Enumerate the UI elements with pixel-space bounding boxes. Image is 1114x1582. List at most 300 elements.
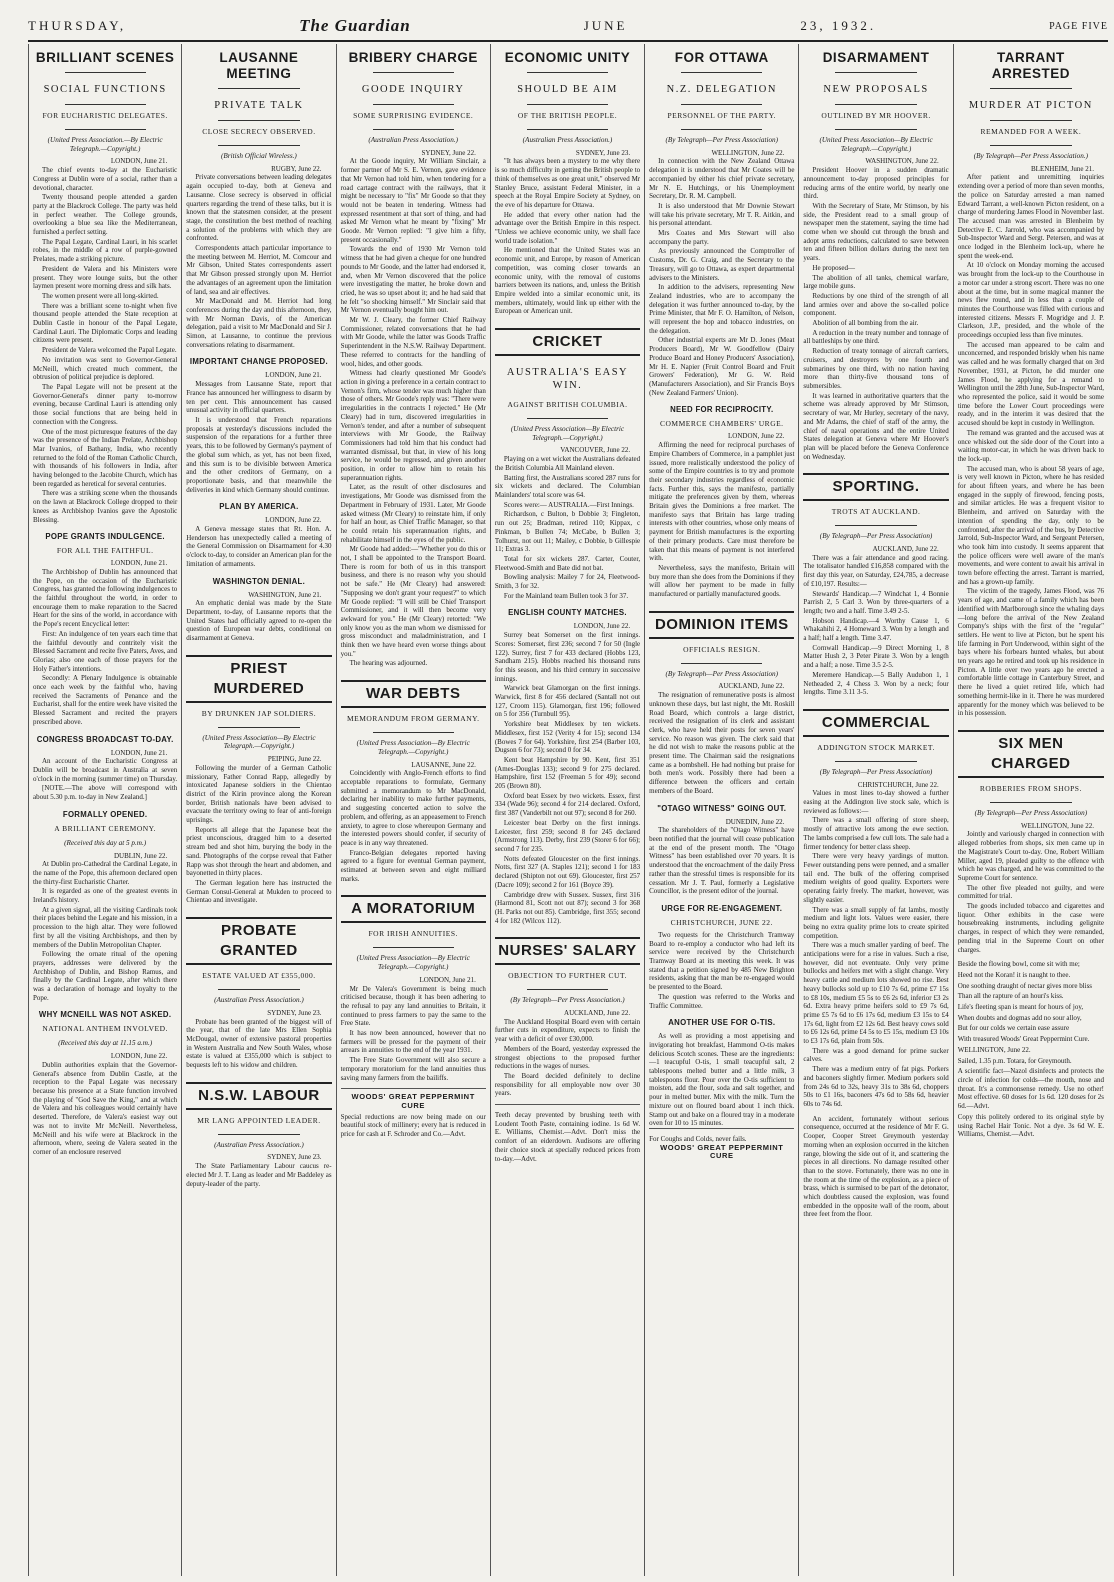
news-story bbox=[649, 50, 794, 397]
press-credit: (Received this day at 5 p.m.) bbox=[64, 838, 147, 847]
story-paragraph: In addition to the advisers, representing New Zealand industries, who are to accompany the delegation it was further announced to-day, by the Prime Minister, that Mr F. O. Hamilton, of Nelson, will represent the hop and tobacco industries, on the delegation. bbox=[649, 283, 795, 335]
subdeck-rule bbox=[373, 947, 454, 948]
story-headline: PROBATE GRANTED bbox=[186, 917, 331, 965]
story-subdeck: BY DRUNKEN JAP SOLDIERS. bbox=[201, 708, 317, 718]
story-paragraph: He proposed— bbox=[812, 263, 855, 272]
headline-rule bbox=[681, 72, 762, 73]
story-paragraph: Secondly: A Plenary Indulgence is obtainable once each week by the faithful who, having received the Sacraments of Penance and the Eucharist, shall for the entire week have visited the Blessed Sacrament and recited the prayers prescribed above. bbox=[33, 674, 178, 726]
masthead-date: 23, 1932. bbox=[800, 18, 877, 33]
story-paragraph: Other industrial experts are Mr D. Jones (Meat Producers Board), Mr W. Goodfellow (Dairy Produce Board and Honey Producers' Association), Mr H. E. Napier (Fruit Control Board and Fruit Growers' Federation), Mr G. W. Reid (Manufacturers Association), and Sir Francis Boys (New Zealand Farmers' Union). bbox=[649, 336, 795, 397]
story-headline: NURSES' SALARY bbox=[495, 937, 640, 965]
story-paragraph: Reductions by one third of the strength of all land armies over and above the so-called police component. bbox=[803, 291, 949, 318]
story-dateline: PEIPING, June 22. bbox=[267, 755, 322, 764]
headline-rule bbox=[527, 72, 608, 73]
story-paragraph: Members of the Board, yesterday expressed the strongest objections to the proposed further reductions in the wages of nurses. bbox=[494, 1044, 641, 1071]
story-paragraph: It is understood that French reparations proposals at yesterday's discussions included the suspension of the reparations for a further three years, this to be followed by Germany's payment of the global sum which, as yet, has not been fixed, and this sum is to be divisible between America and the other creditors of Germany, on a proportionate basis, and that meanwhile the deliveries in kind which Germany should continue. bbox=[186, 415, 332, 494]
story-paragraph: Richardson, c Bulton, b Dobbie 3; Fingleton, run out 25; Bradman, retired 110; Kippax, c Pinkman, b Bullen 74; McCabe, b Bullen 3; Tolhurst, not out 11; Mailey, c Dobbie, b Gillespie 11; Extras 3. bbox=[494, 510, 641, 554]
subdeck-rule bbox=[218, 145, 299, 146]
story-deck: NATIONAL ANTHEM INVOLVED. bbox=[42, 1024, 168, 1034]
story-paragraph: There were very heavy yardings of mutton. Fewer outstanding pens were penned, and a smaller tail end. The bulk of the offering comprised medium weights of good quality. Exporters were operating fairly freely. The market, however, was slightly easier. bbox=[803, 852, 949, 904]
story-headline: N.S.W. LABOUR bbox=[186, 1082, 331, 1110]
story-subdeck: AGAINST BRITISH COLUMBIA. bbox=[507, 400, 628, 410]
story-lead-paragraph: In connection with the New Zealand Ottawa delegation it is understood that Mr Coates will be accompanied by either his chief private secretary, Mr N. E. Hutchings, or his Unemployment Secretary, Dr. R. M. Campbell. bbox=[649, 157, 795, 201]
news-column bbox=[337, 44, 491, 1576]
story-dateline: SYDNEY, June 23. bbox=[267, 1153, 322, 1162]
deck-rule bbox=[681, 104, 762, 105]
story-paragraph: Oxford beat Essex by two wickets. Essex, first 334 (Wade 96); second 4 for 214 declared. Oxford, first 387 (Vanderbilt not out 97); second 8 for 260. bbox=[494, 791, 641, 818]
story-paragraph: For the Mainland team Bullen took 3 for 37. bbox=[503, 591, 629, 600]
news-story bbox=[495, 937, 640, 1098]
story-paragraph: The accused man appeared to be calm and unconcerned, and responded briskly when his name was called and he was formally charged that on 3rd November, 1931, at Picton, he did murder one James Flood, he applying for a remand to Wellington until the 28th June, Sub-Inspector Ward, who represented the police, said it would be some time before the Lower Court proceedings were ready, and in the interim it was desired that the accused should be kept in custody in Wellington. bbox=[957, 340, 1104, 428]
news-column bbox=[954, 44, 1108, 1576]
news-story bbox=[958, 730, 1104, 954]
short-item: Copy this politely ordered to its original style by using Rachel Hair Tonic. Not a dye. 3s 6d W. E. Williams, Chemist.—Advt. bbox=[957, 1112, 1104, 1139]
story-deck: A BRILLIANT CEREMONY. bbox=[54, 823, 156, 833]
ad-text: Special reductions are now being made on our beautiful stock of millinery; every hat is reduced in price for cash at F. Schroder and Co.—Advt. bbox=[340, 1112, 486, 1139]
story-paragraph: He mentioned that the United States was an economic unit, and Europe, by reason of American competition, was coming closer towards an economic unity, with the removal of customs barriers between its nations, and, unless the British Empire welded into a similar economic unit, its members, ultimately, would link up either with the European or American unit. bbox=[494, 246, 641, 316]
story-lead-paragraph: The Archbishop of Dublin has announced that the Pope, on the occasion of the Eucharistic Congress, has granted the following indulgences to the faithful throughout the world, in order to encourage them to make reparation to the Sacred Heart for the sins of the world, in accordance with the Pope's recent Encyclical letter: bbox=[33, 567, 178, 629]
story-paragraph: Mr MacDonald and M. Herriot had long conferences during the day and this afternoon, they, with Mr Norman Davis, of the American delegation, paid a visit to Mr MacDonald and Sir J. Simon, at Lausanne, to continue the previous conversations relating to disarmament. bbox=[186, 297, 332, 349]
deck-rule bbox=[218, 120, 299, 121]
story-paragraph: No invitation was sent to Governor-General McNeill, which created much comment, the obtrusion of political prejudice is deplored. bbox=[33, 355, 178, 382]
story-paragraph: Bowling analysis: Mailey 7 for 24, Fleetwood-Smith, 3 for 32. bbox=[494, 573, 641, 591]
news-story bbox=[341, 895, 486, 1082]
story-paragraph: Later, as the result of other disclosures and investigations, Mr Goode was dismissed from the Department in February of 1931. Later, Mr Goode asked witness (Mr Cleary) to reinstate him, if only for half an hour, as Chief Traffic Manager, so that he could retain his superannuation rights, and rehabilitate himself in the eyes of the public. bbox=[340, 483, 486, 544]
ad-caption: WOODS' GREAT PEPPERMINT CURE bbox=[660, 1142, 784, 1161]
story-dateline: SYDNEY, June 22. bbox=[421, 148, 476, 157]
press-credit: (Received this day at 11.15 a.m.) bbox=[58, 1039, 153, 1048]
story-dateline: LONDON, June 22. bbox=[265, 516, 322, 525]
subdeck-rule bbox=[527, 129, 608, 130]
news-story bbox=[186, 357, 331, 494]
story-paragraph: President de Valera and his Ministers were present. They wore lounge suits, but the other laymen present wore morning dress and silk hats. bbox=[33, 264, 178, 291]
news-story bbox=[186, 1082, 331, 1189]
story-headline: URGE FOR RE-ENGAGEMENT. bbox=[661, 903, 783, 913]
advertisement bbox=[495, 1104, 640, 1163]
masthead bbox=[28, 12, 1108, 42]
story-paragraph: Meremere Handicap.—5 Bally Audubon 1, 1 Netheaded 2, 4 Chess 3. Won by a neck; four lengths. Time 3.11 3-5. bbox=[803, 670, 949, 697]
story-headline: TARRANT ARRESTED bbox=[991, 50, 1070, 81]
news-story bbox=[33, 810, 177, 1003]
story-headline: ENGLISH COUNTY MATCHES. bbox=[508, 608, 627, 618]
press-credit: (United Press Association—By Electric Telegraph.—Copyright.) bbox=[356, 954, 470, 972]
story-dateline: RUGBY, June 22. bbox=[271, 164, 322, 173]
headline-rule bbox=[65, 72, 146, 73]
story-paragraph: There was a good demand for prime sucker calves. bbox=[803, 1046, 949, 1064]
story-paragraph: The abolition of all tanks, chemical warfare, large mobile guns. bbox=[803, 273, 949, 291]
story-deck: COMMERCE CHAMBERS' URGE. bbox=[659, 419, 784, 429]
story-headline: A MORATORIUM bbox=[341, 895, 486, 923]
story-headline: DISARMAMENT bbox=[822, 50, 930, 65]
deck-rule bbox=[373, 104, 454, 105]
subdeck-rule bbox=[990, 145, 1072, 146]
story-dateline: WASHINGTON, June 22. bbox=[865, 157, 939, 166]
story-paragraph: Following the ornate ritual of the opening prayers, addresses were delivered by the Archbishop of Dublin, and Bishop Ramus, and finally by the Cardinal Legate, after which there was a declaration of homage and loyalty to the Pope. bbox=[33, 950, 178, 1002]
subdeck-rule bbox=[527, 418, 608, 419]
story-paragraph: Reports all allege that the Japanese beat the priest unconscious, dragged him to a deserted stream bed and shot him, burying the body in the sand. Photographs of the corpse reveal that Father Rapp was shot through the heart and abdomen, and bayonetted in thirty places. bbox=[186, 825, 332, 878]
subdeck-rule bbox=[681, 129, 762, 130]
story-dateline: WASHINGTON, June 21. bbox=[248, 590, 322, 599]
story-paragraph: Notts defeated Gloucester on the first innings. Notts, first 327 (A. Staples 121); second 1 for 183 declared (Shipton not out 69). Gloucester, first 257 (Dacre 109); second 2 for 161 (Boyce 39). bbox=[494, 854, 641, 889]
story-lead-paragraph: Jointly and variously charged in connection with alleged robberies from shops, six men came up in the Magistrate's Court to-day. One, Robert William Miller, aged 19, pleaded guilty to the offence with which he was charged, and he was committed to the Supreme Court for sentence. bbox=[957, 830, 1104, 882]
press-credit: (United Press Association—By Electric Telegraph.—Copyright.) bbox=[202, 733, 316, 751]
press-credit: (Australian Press Association.) bbox=[368, 136, 459, 144]
story-dateline: BLENHEIM, June 21. bbox=[1031, 164, 1094, 173]
masthead-paper-title: The Guardian bbox=[299, 16, 411, 35]
press-credit: (By Telegraph—Per Press Association.) bbox=[973, 152, 1089, 160]
story-headline: ECONOMIC UNITY bbox=[504, 50, 631, 65]
story-paragraph: There was a brilliant scene to-night when five thousand people attended the State reception at Dublin Castle in honour of the Papal Legate, Cardinal Lauri. The Diplomatic Corps and leading citizens were present. bbox=[33, 301, 178, 345]
story-dateline: LONDON, June 22. bbox=[573, 622, 631, 631]
news-story bbox=[341, 680, 486, 883]
story-headline: PRIEST MURDERED bbox=[186, 655, 331, 703]
story-paragraph: It is also understood that Mr Downie Stewart will take his private secretary, Mr T. R. Aitkin, and his personal attendant. bbox=[649, 201, 795, 228]
story-subdeck: MR LANG APPOINTED LEADER. bbox=[197, 1115, 321, 1125]
story-paragraph: The Papal Legate, Cardinal Lauri, in his scarlet robes, in the middle of a row of purple-gowned Prelates, made a striking picture. bbox=[33, 237, 178, 264]
deck-rule bbox=[65, 104, 146, 105]
story-deck: FOR ALL THE FAITHFUL. bbox=[56, 546, 154, 556]
story-subdeck: ROBBERIES FROM SHOPS. bbox=[979, 784, 1082, 793]
story-headline: WAR DEBTS bbox=[341, 680, 486, 708]
story-paragraph: There was a medium entry of fat pigs. Porkers and baconers slightly firmer. Medium porkers sold from 24s 6d to 32s, heavy 31s to 38s 6d, choppers 50s to £1 16s, baconers 47s 6d to 58s 6d, heavier 60s to 74s 6d. bbox=[803, 1065, 949, 1108]
deck-rule bbox=[527, 104, 608, 105]
story-lead-paragraph: The State Parliamentary Labour caucus re-elected Mr J. T. Lang as leader and Mr Baddeley as deputy-leader of the party. bbox=[186, 1162, 332, 1188]
masthead-page-number: PAGE FIVE bbox=[1049, 20, 1108, 32]
story-dateline: AUCKLAND, June 22. bbox=[718, 682, 785, 691]
story-deck: SHOULD BE AIM bbox=[517, 84, 618, 95]
story-paragraph: As previously announced the Comptroller of Customs, Dr. G. Craig, and the Secretary to the Treasury, will go to Ottawa, as expert departmental advisers to the Ministers. bbox=[649, 247, 795, 282]
press-credit: (By Telegraph—Per Press Association) bbox=[665, 669, 779, 678]
deck-rule bbox=[990, 120, 1072, 121]
story-lead-paragraph: After patient and unremitting inquiries extending over a period of more than seven months, the police on Saturday arrested a man named Edward Tarrant, a well-known Picton resident, on a charge of murdering James Flood in November last. The accused man was arrested in Blenheim by Detective E. C. Jarrold, who was accompanied by Sub-Inspector Ward and Sergt. Petersen, and was at once lodged in the Blenheim lock-up, where he spent the week-end. bbox=[957, 173, 1104, 260]
news-column bbox=[645, 44, 799, 1576]
story-lead-paragraph: At the Goode inquiry, Mr William Sinclair, a former partner of Mr S. E. Vernon, gave evidence that Mr Vernon had told him, when tendering for a road cartage contract with the railways, that it might be necessary to "fix" Mr Goode so that they would not be beaten in tendering. Witness had expressed resentment at that sort of thing, and had asked Mr Vernon what he meant by "fixing" Mr Goode. Mr Vernon replied: "I give him a fifty, present occasionally." bbox=[340, 157, 486, 244]
story-paragraph: Cambridge drew with Sussex. Sussex, first 316 (Harmond 81, Scott not out 87); second 3 for 368 (H. Parks not out 85). Cambridge, first 355; second 4 for 182 (Wilcox 112). bbox=[494, 890, 641, 925]
story-lead-paragraph: An account of the Eucharistic Congress at Dublin will be broadcast in Australia at seven o'clock in the morning (summer time) on Thursday. bbox=[33, 757, 178, 783]
news-story bbox=[495, 608, 640, 925]
story-lead-paragraph: Following the murder of a German Catholic missionary, Father Conrad Rapp, allegedly by intoxicated Japanese soldiers in the Chientao district of the Kirin province along the Korean border, British nationals have been advised to evacuate the territory owing to fear of anti-foreign uprisings. bbox=[186, 763, 332, 825]
story-lead-paragraph: At Dublin pro-Cathedral the Cardinal Legate, in the name of the Pope, this afternoon declared open the thirty-first Eucharistic Charter. bbox=[33, 860, 178, 886]
story-paragraph: The remand was granted and the accused was at once whisked out the side door of the Court into a waiting motor-car, in which he was driven back to the lock-up. bbox=[957, 428, 1104, 463]
short-item: WELLINGTON, June 22. bbox=[957, 1045, 1031, 1054]
news-story bbox=[803, 50, 948, 461]
news-story bbox=[649, 904, 794, 1010]
short-item: With treasured Woods' Great Peppermint Cure. bbox=[957, 1035, 1090, 1044]
story-deck: SOCIAL FUNCTIONS bbox=[43, 84, 167, 95]
story-paragraph: The victim of the tragedy, James Flood, was 76 years of age, and came of a family which has been identified with Marlborough since the whaling days—long before the arrival of the New Zealand Company's ships with the first of the "regular" settlers. He went to live at Picton, but he spent his life farming in Port Underwood, within sight of the bays where his forbears hunted whales, but about ten years ago he retired and took up his residence in Picton. A little over two years ago he erected a comfortable little cottage in Canterbury Street, and there he lived a quiet retired life, which had something hermit-like in it. There he was murdered apparently for the money which was believed to be in his possession. bbox=[957, 587, 1104, 718]
advertisement bbox=[649, 1128, 794, 1161]
story-dateline: LAUSANNE, June 22. bbox=[411, 760, 476, 769]
story-subdeck: ESTATE VALUED AT £355,000. bbox=[202, 971, 316, 981]
story-headline: ANOTHER USE FOR O-TIS. bbox=[668, 1018, 776, 1028]
subdeck-rule bbox=[835, 761, 916, 762]
story-paragraph: Cornwall Handicap.—9 Direct Morning 1, 8 Matter Hush 2, 3 Peter Pirate 3. Won by a length and a half; a nose. Time 3.5 2-5. bbox=[803, 643, 949, 670]
subdeck-rule bbox=[65, 129, 146, 130]
story-paragraph: President de Valera welcomed the Papal Legate. bbox=[42, 346, 177, 355]
story-paragraph: The Board decided definitely to decline responsibility for all employable now over 30 years. bbox=[494, 1071, 641, 1098]
story-headline: WHY MCNEILL WAS NOT ASKED. bbox=[38, 1010, 172, 1020]
press-credit: (By Telegraph—Per Press Association) bbox=[974, 809, 1088, 817]
subdeck-rule bbox=[373, 732, 454, 733]
story-headline: LAUSANNE MEETING bbox=[219, 50, 299, 81]
story-lead-paragraph: Mr De Valera's Government is being much criticised because, though it has been adhering to the refusal to pay any land annuities to Britain, it continued to press farmers to pay the same to the Free State. bbox=[340, 984, 486, 1028]
story-paragraph: First: An indulgence of ten years each time that the faithful devoutly and contritely visit the Blessed Sacrament and recite five Paters, Aves, and Glorias; also one each of those prayers for the Holy Father's intentions. bbox=[33, 629, 178, 673]
news-story bbox=[649, 804, 794, 896]
story-headline: SIX MEN CHARGED bbox=[958, 730, 1104, 778]
story-dateline: LONDON, June 21. bbox=[110, 748, 168, 757]
story-headline: "OTAGO WITNESS" GOING OUT. bbox=[657, 803, 787, 813]
story-lead-paragraph: Surrey beat Somerset on the first innings. Scores: Somerset, first 236; second 7 for 50 (Ingle 122). Surrey, first 7 for 433 declared (Hobbs 123, Sandham 215). Hobbs reached his thousand runs for this season, and his third century in successive innings. bbox=[494, 631, 641, 683]
news-column bbox=[491, 44, 645, 1576]
subdeck-rule bbox=[218, 989, 299, 990]
story-paragraph: There was a much smaller yarding of beef. The anticipations were for a rise in values. Such a rise, however, did not eventuate. Only very prime bullocks and heifers met with a slight change. Very heavy cattle and medium lots showed no rise. Best heavy bullocks sold up to £10 7s 6d, prime £7 15s to £8 10s, medium £5 5s to £6 2s 6d, inferior £3 2s 6d. Extra heavy prime heifers sold to £9 7s 6d, prime £5 7s 6d to £6 17s 6d, medium £3 15s to £4 17s 6d, light from £2 12s 6d. Best heavy cows sold to £6 12s 6d, prime £4 5s to £5 15s, medium £3 10s to £3 17s 6d, plain from 50s. bbox=[803, 941, 949, 1046]
press-credit: (By Telegraph—Per Press Association) bbox=[665, 136, 779, 144]
short-item: Than all the rapture of an houri's kiss. bbox=[957, 992, 1064, 1001]
news-story bbox=[33, 532, 177, 726]
press-credit: (By Telegraph—Per Press Association) bbox=[819, 767, 933, 776]
news-story bbox=[958, 50, 1104, 718]
story-paragraph: It was learned in authoritative quarters that the scheme was already approved by Mr Stimson, secretary of war, Mr Hurley, secretary of the navy, and Mr Adams, the chief of staff of the army, the chief of naval operations and the entire United States delegation at Geneva where Mr Hoover's plan will be placed before the Geneva Conference on Wednesday. bbox=[803, 391, 949, 461]
story-paragraph: At a given signal, all the visiting Cardinals took their places behind the Legate and his mission, in a procession to the high altar. They were followed first by all the visiting Archbishops, and then by members of the Dublin Metropolitan Chapter. bbox=[33, 905, 178, 949]
masthead-weekday: THURSDAY, bbox=[28, 18, 127, 33]
story-subdeck: SOME SURPRISING EVIDENCE. bbox=[353, 111, 474, 120]
subdeck-rule bbox=[990, 802, 1072, 803]
ad-text: For Coughs and Colds, never fails. bbox=[649, 1134, 747, 1143]
story-lead-paragraph: A Geneva message states that Rt. Hon. A. Henderson has unexpectedly called a meeting of the General Commission on Disarmament for 4.30 o'clock to-day, to consider an American plan for the limitation of armaments. bbox=[186, 525, 332, 568]
story-dateline: LONDON, June 22. bbox=[728, 432, 785, 441]
story-dateline: LONDON, June 21. bbox=[419, 975, 476, 984]
headline-rule bbox=[373, 72, 454, 73]
story-paragraph: A reduction in the treaty number and tonnage of all battleships by one third. bbox=[803, 328, 949, 346]
story-lead-paragraph: The Auckland Hospital Board even with certain further cuts in expenditure, expects to finish the year with a deficit of over £30,000. bbox=[494, 1017, 641, 1044]
story-headline: CONGRESS BROADCAST TO-DAY. bbox=[36, 734, 174, 744]
story-lead-paragraph: As well as providing a most appetising and invigorating hot breakfast, Hammond O-tis makes delicious Scotch scones. These are the ingredients:—1 teacupful O-tis, 1 small teacupful salt, 2 tablespoons melted butter and a little milk, 3 tablespoons flour. Pour over the O-tis sufficient to moisten, add the flour, soda and salt together, and pour in melted butter. Mix with the milk. Turn the mixture out on floured board about 1 inch thick. Stamp out and bake on a floured tray in a moderate oven for 10 to 15 minutes. bbox=[649, 1032, 795, 1128]
subdeck-rule bbox=[218, 1134, 299, 1135]
subdeck-rule bbox=[681, 663, 762, 664]
story-headline: SPORTING. bbox=[803, 473, 948, 501]
story-lead-paragraph: President Hoover in a sudden dramatic announcement to-day proposed principles for reducing arms of the entire world, by nearly one third. bbox=[803, 166, 949, 201]
story-lead-paragraph: An accident, fortunately without serious consequence, occurred at the residence of Mr F. G. Cooper, Cooper Street Greymouth yesterday morning when an explosion occurred in the kitchen range, blowing the side out of it, and scattering the pieces in all directions. No damage resulted other than to the stove. Fortunately, there was no one in the room at the time of the explosion, as a piece of brass, which is surmised to be part of the detonator, which doubtless caused the explosion, was found embedded in the opposite wall of the room, about three feet from the floor. bbox=[803, 1114, 949, 1219]
story-lead-paragraph: Values in most lines to-day showed a further easing at the Addington live stock sale, which is reviewed as follows:— bbox=[803, 789, 949, 815]
press-credit: (By Telegraph—Per Press Association.) bbox=[510, 996, 625, 1005]
story-paragraph: Batting first, the Australians scored 287 runs for six wickets and declared. The Columbian Mainlanders' total score was 64. bbox=[494, 473, 641, 499]
story-paragraph: Mr Goode had added:—"Whether you do this or not, I shall be appointed to the Transport Board. There is room for both of us in this transport business, and there is no reason why you should not be safe." He (Mr Cleary) had answered: "Supposing we don't grant your request?" to which Mr Goode replied: "I will still be Chief Transport Commissioner, and it will then become very awkward for you." He (Mr Cleary) retorted: "We only know you as the man whom we dismissed for gross misconduct and maladministration, and I think then we have heard even worse things about you." bbox=[340, 545, 486, 658]
story-paragraph: Franco-Belgian delegates reported having agreed to a figure for eventual German payment, estimated at between seven and eight milliard marks. bbox=[340, 848, 486, 883]
story-deck: MURDER AT PICTON bbox=[968, 100, 1093, 111]
story-paragraph: Towards the end of 1930 Mr Vernon told witness that he had given a cheque for one hundred pounds to Mr Goode, and the latter had endorsed it, and, when Mr Vernon discovered that the police were investigating the matter, he broke down and cried, he was so upset about it; and he had said that he felt "so shocking himself." Mr Sinclair said that Mr Vernon eventually bought him out. bbox=[340, 245, 486, 315]
story-headline: FOR OTTAWA bbox=[674, 50, 769, 65]
subdeck-rule bbox=[218, 727, 299, 728]
story-lead-paragraph: Two requests for the Christchurch Tramway Board to re-employ a conductor who had left its service were received by the Christchurch Tramway Board at its meeting this week. It was stated that a petition signed by 485 New Brighton residents, asking that the man be re-engaged would be presented to the Board. bbox=[649, 930, 795, 992]
story-paragraph: Total for six wickets 287. Carter, Couter, Fleetwood-Smith and Bate did not bat. bbox=[494, 554, 641, 572]
story-paragraph: The other five pleaded not guilty, and were committed for trial. bbox=[957, 883, 1104, 901]
news-story bbox=[186, 502, 331, 568]
subdeck-rule bbox=[835, 129, 916, 130]
story-subdeck: TROTS AT AUCKLAND. bbox=[831, 507, 921, 517]
story-subdeck: MEMORANDUM FROM GERMANY. bbox=[346, 714, 480, 724]
short-item: Beside the flowing bowl, come sit with me; bbox=[957, 960, 1080, 969]
press-credit: (United Press Association—By Electric Telegraph.—Copyright.) bbox=[510, 425, 625, 442]
story-deck: NEW PROPOSALS bbox=[823, 84, 929, 95]
news-columns bbox=[28, 44, 1108, 1576]
story-lead-paragraph: Probate has been granted of the biggest will of the year, that of the late Mrs Ellen Sophia McDougal, owner of extensive pastoral properties in Western Australia and New South Wales, whose estate is valued at £355,000 which is subject to bequests left to his widow and children. bbox=[186, 1017, 332, 1070]
story-lead-paragraph: Affirming the need for reciprocal purchases of Empire Chambers of Commerce, in a pamphlet just issued, more realistically understood the policy of some of the Empire countries is to try and promote their secondary industries regardless of economic facts. Further this, says the manifesto, partially mitigate the preferences given by them, whereas Britain gives the Dominions a free market. The manifesto says that Britain has large trading interests with other countries, whose only means of payment for British manufactures is the exporting of their primary products. Care must therefore be taken that this means of payment is not interfered with. bbox=[649, 441, 795, 563]
story-subdeck: OFFICIALS RESIGN. bbox=[683, 644, 761, 654]
story-lead-paragraph: The shareholders of the "Otago Witness" have been notified that the journal will cease publication at the end of the present month. The "Otago Witness" has been established over 70 years. It is understood that the encroachment of the daily Press rather than the stressful times is responsible for its cessation. Mr J. T. Paul, formerly a Legislative Councillor, is the present editor of the journal. bbox=[649, 826, 795, 896]
story-headline: WASHINGTON DENIAL. bbox=[212, 576, 306, 586]
story-dateline: WELLINGTON, June 22. bbox=[1021, 821, 1094, 830]
story-subdeck: CLOSE SECRECY OBSERVED. bbox=[202, 127, 316, 136]
story-paragraph: The hearing was adjourned. bbox=[349, 659, 428, 668]
story-paragraph: He added that every other nation had the advantage over the British Empire in this respect. "Unless we achieve economic unity, we shall face world trade isolation." bbox=[494, 210, 641, 245]
story-paragraph: Mrs Coates and Mrs Stewart will also accompany the party. bbox=[649, 229, 795, 246]
story-paragraph: At 10 o'clock on Monday morning the accused was brought from the lock-up to the Courthouse in a motor car under a strong escort. There was no one about at the time, but in some magical manner the news flew round, and in less than a couple of minutes the Courthouse was filled with curious and interested citizens. Messrs F. Mogridge and J. P. Clarkson, J.P., presided, and the whole of the proceedings occupied less than five minutes. bbox=[957, 261, 1104, 340]
news-story bbox=[186, 577, 331, 643]
story-headline: PLAN BY AMERICA. bbox=[219, 502, 299, 512]
story-lead-paragraph: Messages from Lausanne State, report that France has announced her willingness to disarm by ten per cent. This announcement has caused unusual activity in official quarters. bbox=[186, 380, 332, 415]
short-item: Heed not the Koran! it is naught to thee. bbox=[957, 970, 1071, 979]
story-paragraph: Mr W. J. Cleary, the former Chief Railway Commissioner, related conversations that he had with Mr Goode, while the latter was Goods Traffic Superintendent in the N.S.W. Railway Department. These referred to contracts for the handling of wool, hides, and other goods. bbox=[340, 316, 486, 368]
short-items bbox=[958, 960, 1104, 1139]
news-story bbox=[33, 1010, 177, 1156]
press-credit: (By Telegraph—Per Press Association) bbox=[819, 532, 933, 541]
story-paragraph: The goods included tobacco and cigarettes and liquor. Other exhibits in the case were housebreaking instruments, including gelignite charges, in respect of which they were remanded, pending trial in the Supreme Court on other charges. bbox=[957, 902, 1104, 954]
story-dateline: WELLINGTON, June 22. bbox=[711, 148, 785, 157]
story-paragraph: Leicester beat Derby on the first innings. Leicester, first 259; second 8 for 245 declared (Armstrong 113). Derby, first 239 (Storer 6 for 66); second 7 for 235. bbox=[494, 818, 641, 853]
story-paragraph: Warwick beat Glamorgan on the first innings. Warwick, first 8 for 456 declared (Santall not out 127, Croom 115). Glamorgan, first 196; followed on 5 for 356 (Turnbull 95). bbox=[494, 684, 641, 719]
story-paragraph: Scores were:— AUSTRALIA.—First Innings. bbox=[503, 500, 634, 509]
news-story bbox=[33, 50, 177, 524]
story-paragraph: Witness had clearly questioned Mr Goode's action in giving a preference in a certain contract to Vernon's firm, whose tender was much higher than those of others. Mr Goode's reply was: "There were irregularities in the contracts I rejected." He (Mr Cleary) had in turn, discovered irregularities in Vernon's tender, and after a number of subsequent interviews with Mr Goode, the Railway Commissioners had told him that his conduct had warranted dismissal, but that, in view of his long service, he would be regressed, and given another position, in order to allow him to retain his superannuation rights. bbox=[340, 369, 486, 482]
story-dateline: CHRISTCHURCH, June 22. bbox=[857, 780, 939, 789]
story-paragraph: Yorkshire beat Middlesex by ten wickets. Middlesex, first 152 (Verity 4 for 15); second 134 (Bowes 7 for 64). Yorkshire, first 254 (Barber 103, Dugson 6 for 73); second 0 for 34. bbox=[494, 720, 641, 755]
story-subdeck: OUTLINED BY MR HOOVER. bbox=[821, 111, 931, 120]
news-story bbox=[803, 1115, 948, 1219]
press-credit: (United Press Association.—By Electric Telegraph.—Copyright.) bbox=[47, 136, 163, 153]
story-deck: GOODE INQUIRY bbox=[361, 84, 465, 95]
short-item: A scientific fact—Nazol disinfects and protects the circle of infection for colds—the mouth, nose and throat. It's a commonsense remedy. Use no other! Most effective. 60 doses for 1s 6d. 120 doses for 2s 6d.—Advt. bbox=[957, 1067, 1104, 1111]
story-paragraph: There was a striking scene when the thousands on the lawn at Blackrock College dropped to their knees as Archbishop Ivanios gave the Apostolic Blessing. bbox=[33, 489, 178, 524]
story-paragraph: The accused man, who is about 58 years of age, is very well known in Picton, where he has resided for about fifteen years, and where he has been engaged in the supply of firewood, fencing posts, and similar articles. He was a frequent visitor to Blenheim, and arrived on Saturday with the intention of spending the day, only to be confronted, after the arrival of the bus, by Detective Jarrold, Sub-Inspector Ward, and Sergeant Petersen, who took him into custody. It seems apparent that the police officers were well aware of the man's movements, and were content to await his arrival in town before effecting the arrest. Tarrant is married, and has a grown-up family. bbox=[957, 464, 1104, 586]
story-paragraph: The question was referred to the Works and Traffic Committee. bbox=[649, 992, 795, 1010]
story-subdeck: ADDINGTON STOCK MARKET. bbox=[817, 742, 935, 752]
story-headline: BRIBERY CHARGE bbox=[348, 50, 478, 65]
news-column bbox=[799, 44, 953, 1576]
story-lead-paragraph: "It has always been a mystery to me why there is so much difficulty in getting the British people to think of themselves as one great unit," observed Mr Stanley Bruce, assistant Federal Minister, in a speech at the Royal Empire Society at Sydney, on the eve of his departure for Ottawa. bbox=[494, 157, 641, 209]
story-subdeck: FOR EUCHARISTIC DELEGATES. bbox=[42, 111, 168, 120]
news-story bbox=[803, 709, 948, 1109]
press-credit: (Australian Press Association.) bbox=[214, 996, 304, 1005]
story-lead-paragraph: The chief events to-day at the Eucharistic Congress at Dublin were of a social, rather than a devotional, character. bbox=[33, 166, 178, 192]
headline-rule bbox=[990, 88, 1072, 89]
advertisement bbox=[341, 1088, 486, 1139]
subdeck-rule bbox=[373, 129, 454, 130]
story-paragraph: Nevertheless, says the manifesto, Britain will buy more than she does from the Dominions if they will allow her payment to be made in fully manufactured or partially manufactured goods. bbox=[649, 563, 795, 599]
story-paragraph: Hobson Handicap.—4 Worthy Cause 1, 6 Whakahihi 2, 4 Homeward 3. Won by a length and a half; half a length. Time 3.47. bbox=[803, 616, 949, 643]
story-paragraph: Twenty thousand people attended a garden party at the Blackrock College. The party was held in perfect weather. The College grounds, overlooking a blue sea like the Mediterranean, furnished a perfect setting. bbox=[33, 193, 178, 237]
news-story bbox=[186, 655, 331, 905]
story-paragraph: The women present were all long-skirted. bbox=[42, 291, 159, 300]
press-credit: (United Press Association—By Electric Telegraph.—Copyright.) bbox=[356, 739, 470, 756]
masthead-month: JUNE bbox=[583, 18, 628, 33]
ad-text: Teeth decay prevented by brushing teeth with Loudent Tooth Paste, containing iodine. 1s 6d W. E. Williams, Chemist.—Advt. Don't miss the comfort of an eiderdown. Audisons are offering their choice stock at specially reduced prices from to-day.—Advt. bbox=[494, 1111, 641, 1163]
story-subdeck: REMANDED FOR A WEEK. bbox=[980, 127, 1082, 136]
deck-rule bbox=[835, 104, 916, 105]
story-paragraph: Correspondents attach particular importance to the meeting between M. Herriot, M. Comcour and Mr Gibson, United States correspondents assert that Mr Gibson pressed strongly upon M. Herriot the advantages of an agreement upon the limitation of land, sea and air effectives. bbox=[186, 244, 332, 296]
news-story bbox=[495, 328, 640, 600]
short-item: Sailed, 1.35 p.m. Totara, for Greymouth. bbox=[957, 1056, 1072, 1065]
story-dateline: LONDON, June 22. bbox=[110, 1052, 168, 1061]
story-subdeck: PERSONNEL OF THE PARTY. bbox=[667, 111, 777, 120]
story-paragraph: Stewards' Handicap.—7 Windchat 1, 4 Bonnie Parrish 2, 5 Carl 3. Won by three-quarters of a length; two and a half. Time 3.49 2-5. bbox=[803, 589, 949, 615]
headline-rule bbox=[218, 88, 299, 89]
story-headline: BRILLIANT SCENES bbox=[35, 50, 175, 65]
story-lead-paragraph: Coincidently with Anglo-French efforts to find acceptable reparations to formulate, Germany submitted a memorandum to Mr MacDonald, declaring her inability to make further payments, and suggesting concerted action to solve the problem, and offering, as an appeasement to French anxiety, to agree to close whereupon Germany and the interested powers should confer, if security of peace is in any way threatened. bbox=[340, 769, 486, 847]
story-headline: CRICKET bbox=[495, 328, 640, 356]
story-lead-paragraph: The resignation of remunerative posts is almost unknown these days, but last night, the Mt. Roskill Road Board, which controls a large district, received the resignation of its clerk and assistant clerk, who have held their posts for seven years' service. No reason was given. The clerk said that he did not wish to make the reasons public at the present time. The Chairman said the resignations came as a bombshell. He had nothing but praise for both men's work. Possibly there had been a difference between the officers and certain members of the Board. bbox=[649, 691, 795, 795]
news-story bbox=[649, 611, 794, 796]
story-subdeck: OBJECTION TO FURTHER CUT. bbox=[508, 971, 627, 981]
story-paragraph: Kent beat Hampshire by 90. Kent, first 351 (Ames-Douglas 133); second 9 for 275 declared. Hampshire, first 152 (Freeman 5 for 49); second 205 (Brown 80). bbox=[494, 755, 641, 791]
story-paragraph: It is regarded as one of the greatest events in Ireland's history. bbox=[33, 887, 178, 905]
story-paragraph: One of the most picturesque features of the day was the presence of the Indian Prelate, Archbishop Mar Ivanios, of Bathany, India, who recently returned to the fold of the Roman Catholic Church, with thousands of his followers in India, after having belonged to the Jacobite Church, which has been regarded as heretical for several centuries. bbox=[33, 427, 178, 488]
story-paragraph: There was a small offering of store sheep, mostly of attractive lots among the ewe section. The lambs comprised a few cull lots. The sale had a firmer tendency for better class sheep. bbox=[803, 816, 949, 851]
story-paragraph: The German legation here has instructed the German Consul-General at Mukden to proceed to Chientao and investigate. bbox=[186, 879, 332, 905]
story-paragraph: It has now been announced, however that no farmers will be pressed for the payment of their arrears in annuities to the end of the year 1931. bbox=[340, 1029, 486, 1055]
short-item: Life's fleeting span is meant for hours of joy, bbox=[957, 1003, 1084, 1012]
press-credit: (United Press Association—By Electric Telegraph.—Copyright.) bbox=[819, 136, 933, 153]
ad-caption: WOODS' GREAT PEPPERMINT CURE bbox=[351, 1092, 475, 1110]
story-dateline: AUCKLAND, June 22. bbox=[564, 1009, 631, 1018]
news-story bbox=[186, 917, 331, 1070]
press-credit: (Australian Press Association.) bbox=[214, 1140, 304, 1149]
story-headline: NEED FOR RECIPROCITY. bbox=[670, 405, 774, 415]
news-story bbox=[649, 1018, 794, 1128]
press-credit: (British Official Wireless.) bbox=[221, 152, 297, 160]
story-deck: AUSTRALIA'S EASY WIN. bbox=[506, 367, 629, 392]
story-paragraph: Reduction of treaty tonnage of aircraft carriers, cruisers, and destroyers by one fourth and submarines by one third, with no nation having more than thirty-five thousand tons of submersibles. bbox=[803, 347, 949, 390]
story-dateline: DUNEDIN, June 22. bbox=[725, 817, 785, 826]
story-lead-paragraph: There was a fair attendance and good racing. The totalisator handled £16,858 compared with the first day this year, on Saturday, £24,785, a decrease of £10,197. Results:— bbox=[803, 553, 949, 588]
subdeck-rule bbox=[835, 525, 916, 526]
story-headline: DOMINION ITEMS bbox=[649, 611, 794, 639]
story-dateline: LONDON, June 21. bbox=[110, 157, 168, 166]
story-dateline: VANCOUVER, June 22. bbox=[560, 446, 631, 455]
story-paragraph: With the Secretary of State, Mr Stimson, by his side, the President read to a small group of newspaper men the statement, saying the time had come when we should cut through the brush and adopt arms reductions, calculated to save between ten and fifteen billion dollars during the next ten years. bbox=[803, 201, 949, 263]
news-story bbox=[341, 50, 486, 668]
headline-rule bbox=[835, 72, 916, 73]
story-paragraph: The Papal Legate will not be present at the Governor-General's dinner party to-morrow evening, because Cardinal Lauri is attending only those social functions that are being held in connection with the Congress. bbox=[33, 382, 178, 426]
story-dateline: DUBLIN, June 22. bbox=[114, 851, 168, 860]
story-dateline: SYDNEY, June 23. bbox=[575, 148, 631, 157]
story-lead-paragraph: Dublin authorities explain that the Governor-General's absence from Dublin Castle, at the reception to the Papal Legate was necessary because his presence at a State function involved the playing of "God Save the King," and at which de Valera and his colleagues would certainly have deserted. Therefore, de Valera's easiest way out was not to invite Mr McNeill. Nevertheless, McNeill and his wife were at Blackrock in the afternoon, where, seeing de Valera seated in the corner of an enclosure reserved bbox=[33, 1060, 178, 1156]
news-story bbox=[803, 473, 948, 697]
story-deck: CHRISTCHURCH, JUNE 22. bbox=[670, 917, 773, 927]
news-column bbox=[182, 44, 336, 1576]
story-dateline: AUCKLAND, June 22. bbox=[872, 545, 939, 554]
story-paragraph: Abolition of all bombing from the air. bbox=[812, 319, 919, 328]
short-item: But for our colds we certain ease assure bbox=[957, 1024, 1070, 1033]
story-deck: PRIVATE TALK bbox=[214, 100, 304, 111]
story-deck: N.Z. DELEGATION bbox=[666, 84, 777, 95]
subdeck-rule bbox=[527, 989, 608, 990]
story-dateline: LONDON, June 21. bbox=[110, 559, 168, 568]
story-subdeck: FOR IRISH ANNUITIES. bbox=[368, 929, 458, 939]
story-paragraph: The Free State Government will also secure a temporary moratorium for the land annuities thus saving many farmers from the bailiffs. bbox=[340, 1056, 486, 1082]
short-item: When doubts and dogmas add no sour alloy, bbox=[957, 1013, 1082, 1022]
story-headline: IMPORTANT CHANGE PROPOSED. bbox=[189, 357, 328, 367]
press-credit: (Australian Press Association.) bbox=[522, 136, 613, 144]
